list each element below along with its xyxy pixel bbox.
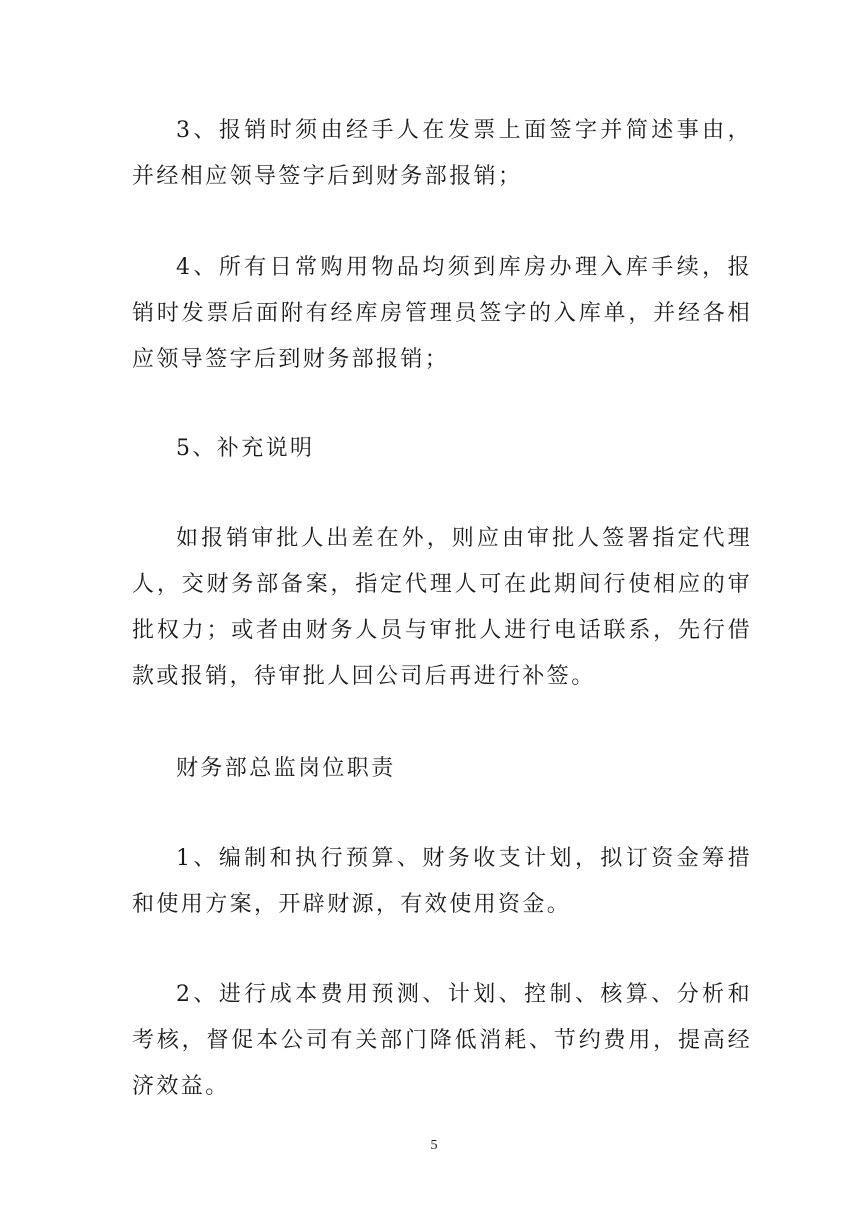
section-heading-cfo-duties: 财务部总监岗位职责 <box>176 756 396 781</box>
paragraph-duty-1: 1、编制和执行预算、财务收支计划，拟订资金筹措和使用方案，开辟财源，有效使用资金。 <box>132 846 752 917</box>
paragraph-item-4: 4、所有日常购用物品均须到库房办理入库手续，报销时发票后面附有经库房管理员签字的入库单，并经各相应领导签字后到财务部报销； <box>132 255 752 372</box>
paragraph-supplement-body: 如报销审批人出差在外，则应由审批人签署指定代理人，交财务部备案，指定代理人可在此期间行使相应的审批权力；或者由财务人员与审批人进行电话联系，先行借款或报销，待审批人回公司后再进行补签。 <box>132 526 752 689</box>
section-heading-supplement: 5、补充说明 <box>176 436 315 461</box>
paragraph-item-3: 3、报销时须由经手人在发票上面签字并简述事由，并经相应领导签字后到财务部报销； <box>132 118 752 189</box>
page-number: 5 <box>430 1138 438 1153</box>
paragraph-duty-2: 2、进行成本费用预测、计划、控制、核算、分析和考核，督促本公司有关部门降低消耗、节约费用，提高经济效益。 <box>132 982 752 1099</box>
